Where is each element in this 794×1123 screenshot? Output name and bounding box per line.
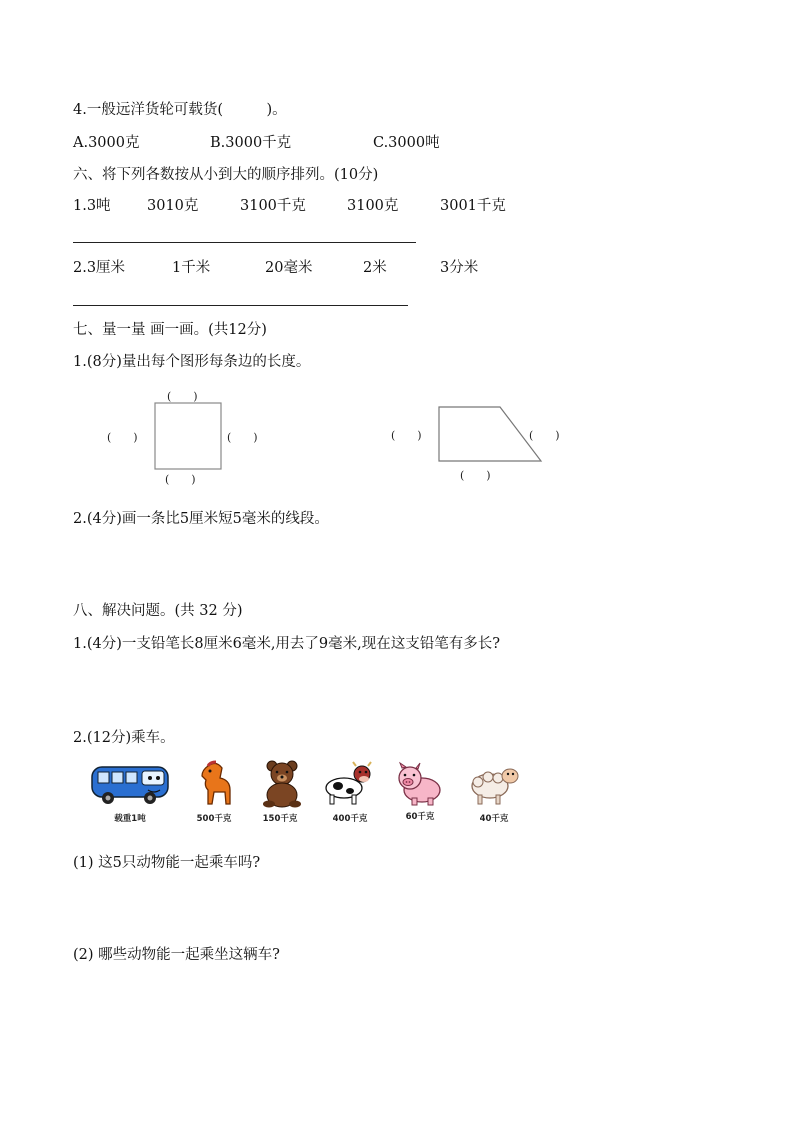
q4-stem: 4.一般远洋货轮可载货( )。 xyxy=(73,102,287,118)
s6-row1-item: 3010克 xyxy=(147,198,199,214)
cow-weight-caption: 400千克 xyxy=(332,814,368,824)
section6-title: 六、将下列各数按从小到大的顺序排列。(10分) xyxy=(73,167,379,183)
measure-blank[interactable]: ( ) xyxy=(107,431,138,444)
s6-row1-item: 1.3吨 xyxy=(73,198,111,214)
bus-capacity-caption: 载重1吨 xyxy=(114,814,146,824)
measure-blank[interactable]: ( ) xyxy=(529,429,560,442)
q4-option-b: B.3000千克 xyxy=(210,135,292,151)
q4-option-a: A.3000克 xyxy=(73,135,140,151)
sheep-weight-caption: 40千克 xyxy=(479,814,509,824)
trapezoid-shape xyxy=(439,407,541,461)
measure-blank[interactable]: ( ) xyxy=(167,390,198,403)
s6-row2-item: 20毫米 xyxy=(265,260,313,276)
measure-blank[interactable]: ( ) xyxy=(391,429,422,442)
section8-title: 八、解决问题。(共 32 分) xyxy=(73,603,243,619)
measure-blank[interactable]: ( ) xyxy=(460,469,491,482)
q4-option-c: C.3000吨 xyxy=(373,135,440,151)
s6-row1-item: 3100克 xyxy=(347,198,399,214)
bear-icon xyxy=(258,760,308,808)
bus-icon xyxy=(90,763,174,807)
s6-row1-item: 3001千克 xyxy=(440,198,506,214)
square-shape xyxy=(155,403,221,469)
section8-q2: 2.(12分)乘车。 xyxy=(73,730,175,746)
section7-q2: 2.(4分)画一条比5厘米短5毫米的线段。 xyxy=(73,511,329,527)
bear-weight-caption: 150千克 xyxy=(262,814,298,824)
s6-row2-item: 3分米 xyxy=(440,260,479,276)
s6-row2-item: 1千米 xyxy=(172,260,211,276)
sheep-icon xyxy=(466,762,522,808)
s6-row2-item: 2米 xyxy=(363,260,387,276)
pig-icon xyxy=(394,760,448,808)
horse-icon xyxy=(196,760,238,808)
section7-q1: 1.(8分)量出每个图形每条边的长度。 xyxy=(73,354,311,370)
section8-q1: 1.(4分)一支铅笔长8厘米6毫米,用去了9毫米,现在这支铅笔有多长? xyxy=(73,636,501,652)
pig-weight-caption: 60千克 xyxy=(405,812,435,822)
section7-title: 七、量一量 画一画。(共12分) xyxy=(73,322,267,338)
s6-row1-item: 3100千克 xyxy=(240,198,306,214)
measure-blank[interactable]: ( ) xyxy=(165,473,196,486)
horse-weight-caption: 500千克 xyxy=(196,814,232,824)
measure-blank[interactable]: ( ) xyxy=(227,431,258,444)
section8-sub1: (1) 这5只动物能一起乘车吗? xyxy=(73,855,261,871)
s6-row2-item: 2.3厘米 xyxy=(73,260,126,276)
cow-icon xyxy=(320,760,374,808)
section8-sub2: (2) 哪些动物能一起乘坐这辆车? xyxy=(73,947,280,963)
